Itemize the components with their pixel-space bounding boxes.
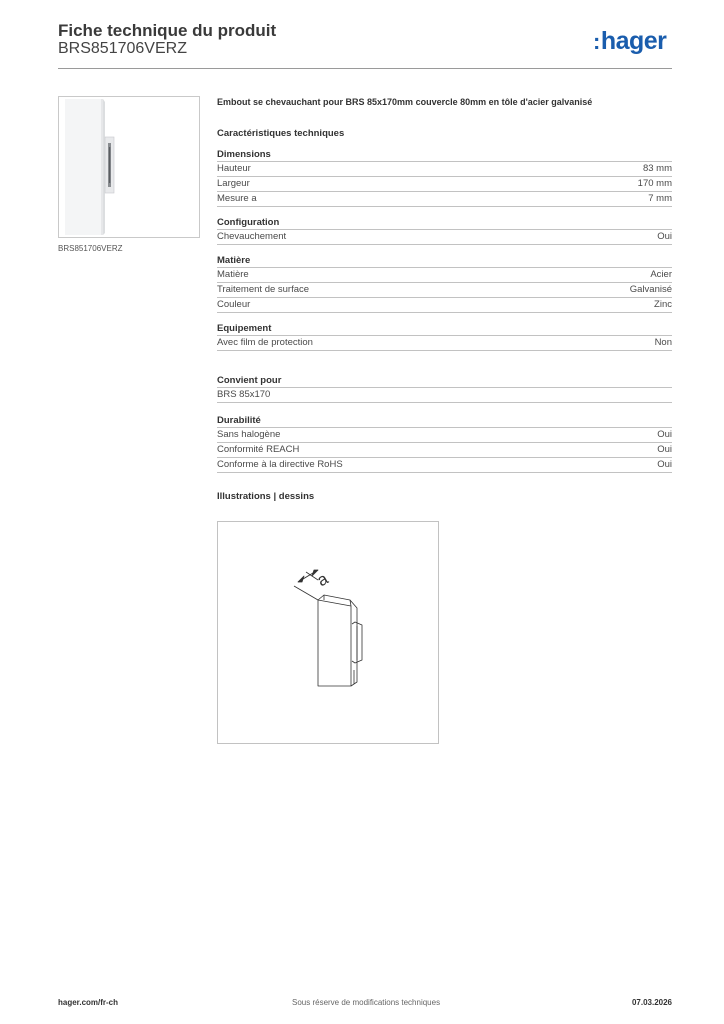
- section-durabilite-title: Durabilité: [217, 415, 261, 426]
- table-row: [217, 335, 672, 351]
- product-image: [58, 96, 200, 238]
- dimension-label: a: [313, 568, 332, 591]
- hager-logo: :hager: [593, 27, 667, 55]
- row-value: 170 mm: [637, 178, 672, 189]
- section-configuration-title: Configuration: [217, 217, 280, 228]
- table-row: [217, 283, 672, 298]
- table-row: [217, 427, 672, 443]
- table-row: [217, 161, 672, 177]
- header-divider: [58, 68, 672, 69]
- section-matiere-title: Matière: [217, 255, 251, 266]
- table-row: [217, 267, 672, 283]
- row-label: Largeur: [217, 178, 250, 189]
- row-label: Sans halogène: [217, 429, 281, 440]
- footer-website: hager.com/fr-ch: [58, 998, 119, 1007]
- table-row: [217, 387, 672, 403]
- row-value: Galvanisé: [629, 284, 672, 295]
- row-label: Mesure a: [217, 193, 257, 204]
- row-value: Non: [654, 337, 672, 348]
- table-row: [217, 458, 672, 473]
- logo-text: hager: [600, 27, 667, 55]
- footer-date: 07.03.2026: [631, 998, 672, 1007]
- row-label: Chevauchement: [217, 231, 287, 242]
- row-value: Oui: [657, 429, 672, 440]
- footer-disclaimer: Sous réserve de modifications techniques: [292, 998, 441, 1007]
- row-label: BRS 85x170: [217, 389, 271, 400]
- row-value: Acier: [650, 269, 672, 280]
- product-reference: BRS851706VERZ: [58, 40, 187, 57]
- row-label: Hauteur: [217, 163, 251, 174]
- row-label: Matière: [217, 269, 249, 280]
- illustrations-title: Illustrations | dessins: [217, 491, 315, 502]
- end-cap-drawing: [218, 522, 438, 743]
- row-label: Conformité REACH: [217, 444, 300, 455]
- row-value: 7 mm: [648, 193, 672, 204]
- product-description: Embout se chevauchant pour BRS 85x170mm couvercle 80mm en tôle d'acier galvanisé: [217, 97, 593, 107]
- section-equipement-title: Equipement: [217, 323, 272, 334]
- row-value: 83 mm: [642, 163, 672, 174]
- table-row: [217, 443, 672, 458]
- end-cap-photo: [59, 97, 199, 237]
- section-dimensions-title: Dimensions: [217, 149, 271, 160]
- row-label: Avec film de protection: [217, 337, 313, 348]
- row-label: Couleur: [217, 299, 251, 310]
- table-row: [217, 192, 672, 207]
- technical-drawing: [217, 521, 439, 744]
- technical-data: [217, 96, 672, 503]
- table-row: [217, 298, 672, 313]
- row-value: Oui: [657, 444, 672, 455]
- page-title: Fiche technique du produit: [58, 21, 277, 40]
- table-row: [217, 177, 672, 192]
- tech-characteristics-heading: Caractéristiques techniques: [217, 128, 345, 139]
- product-image-caption: BRS851706VERZ: [58, 244, 123, 253]
- table-row: [217, 229, 672, 245]
- row-label: Traitement de surface: [217, 284, 310, 295]
- row-label: Conforme à la directive RoHS: [217, 459, 343, 470]
- row-value: Oui: [657, 459, 672, 470]
- row-value: Oui: [657, 231, 672, 242]
- section-convient-title: Convient pour: [217, 375, 282, 386]
- row-value: Zinc: [654, 299, 672, 310]
